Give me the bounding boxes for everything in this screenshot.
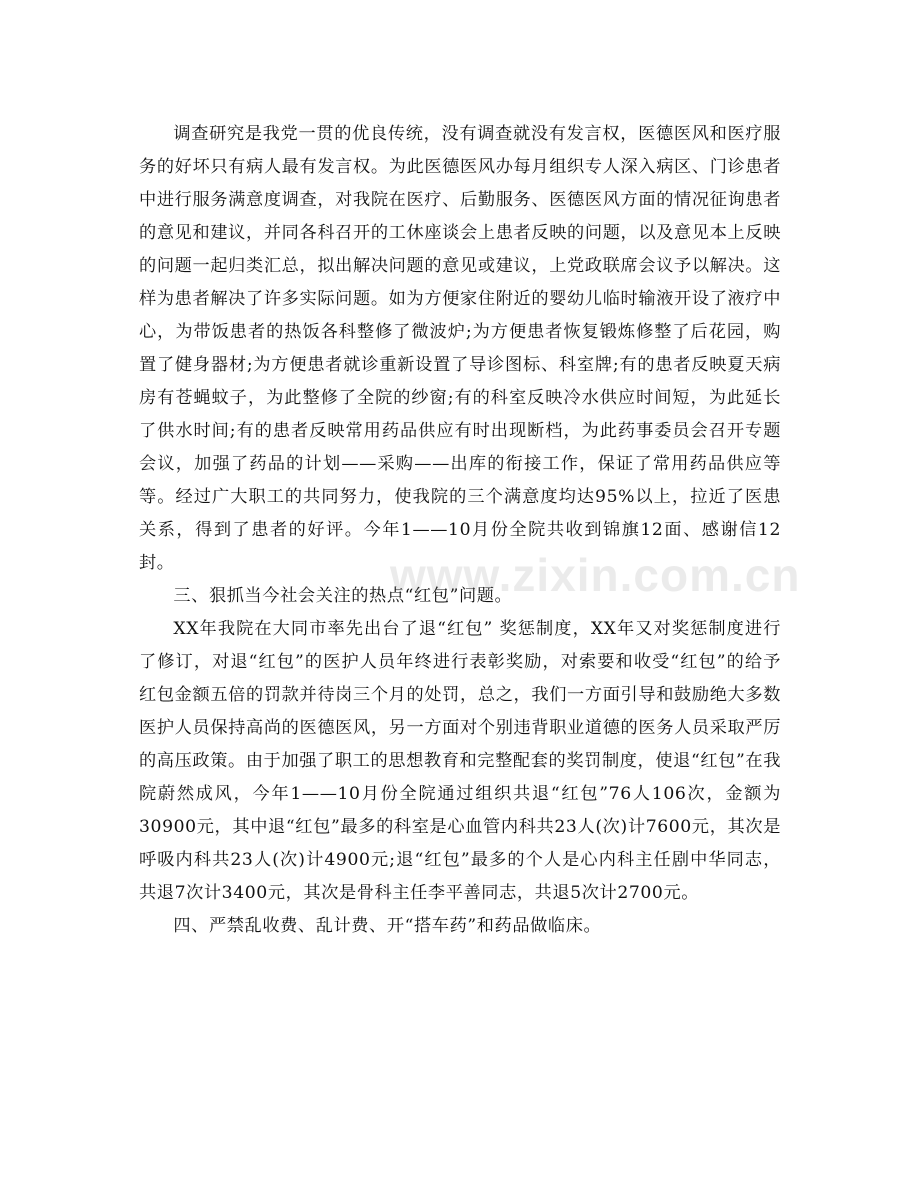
- document-body: [139, 118, 781, 943]
- paragraph-red-envelope: XX年我院在大同市率先出台了退“红包” 奖惩制度，XX年又对奖惩制度进行了修订，对退“红包”的医护人员年终进行表彰奖励，对索要和收受“红包”的给予红包金额五倍的罚款并待岗三个月的处罚，总之，我们一方面引导和鼓励绝大多数医护人员保持高尚的医德医风，另一方面对个别违背职业道德的医务人员采取严厉的高压政策。由于加强了职工的思想教育和完整配套的奖罚制度，使退“红包”在我院蔚然成风，今年1——10月份全院通过组织共退“红包”76人106次，金额为30900元，其中退“红包”最多的科室是心血管内科共23人(次)计7600元，其次是呼吸内科共23人(次)计4900元;退“红包”最多的个人是心内科主任剧中华同志，共退7次计3400元，其次是骨科主任李平善同志，共退5次计2700元。: [139, 619, 781, 903]
- paragraph-survey: 调查研究是我党一贯的优良传统，没有调查就没有发言权，医德医风和医疗服务的好坏只有病人最有发言权。为此医德医风办每月组织专人深入病区、门诊患者中进行服务满意度调查，对我院在医疗、后勤服务、医德医风方面的情况征询患者的意见和建议，并同各科召开的工休座谈会上患者反映的问题，以及意见本上反映的问题一起归类汇总，拟出解决问题的意见或建议，上党政联席会议予以解决。这样为患者解决了许多实际问题。如为方便家住附近的婴幼儿临时输液开设了液疗中心，为带饭患者的热饭各科整修了微波炉;为方便患者恢复锻炼修整了后花园，购置了健身器材;为方便患者就诊重新设置了导诊图标、科室牌;有的患者反映夏天病房有苍蝇蚊子，为此整修了全院的纱窗;有的科室反映冷水供应时间短，为此延长了供水时间;有的患者反映常用药品供应有时出现断档，为此药事委员会召开专题会议，加强了药品的计划——采购——出库的衔接工作，保证了常用药品供应等等。经过广大职工的共同努力，使我院的三个满意度均达95%以上，拉近了医患关系，得到了患者的好评。今年1——10月份全院共收到锦旗12面、感谢信12封。: [139, 124, 781, 573]
- heading-section-four: 四、严禁乱收费、乱计费、开“搭车药”和药品做临床。: [173, 916, 602, 936]
- heading-section-three: 三、狠抓当今社会关注的热点“红包”问题。: [173, 586, 513, 606]
- watermark-text: www.zixin.com.cn: [390, 549, 801, 601]
